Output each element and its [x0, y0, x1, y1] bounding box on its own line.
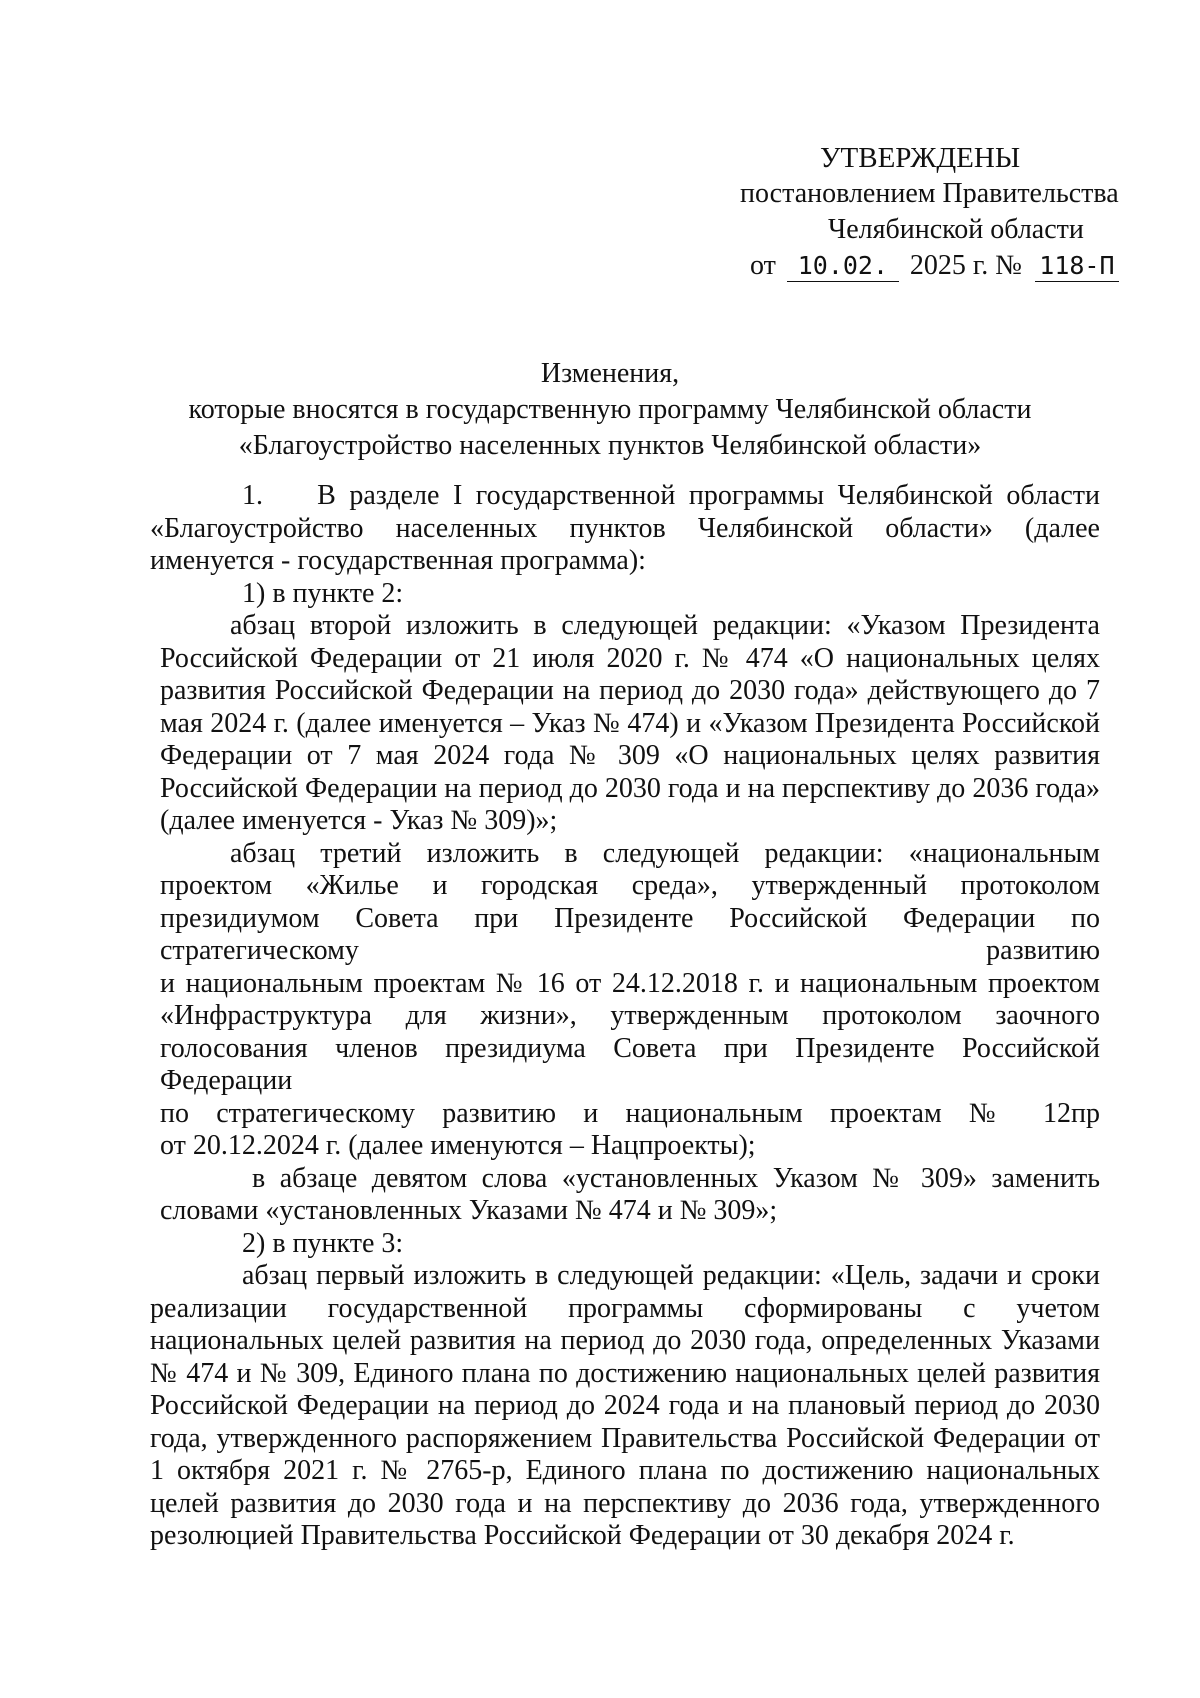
- document-body: [150, 480, 1107, 1553]
- handwritten-date: 10.02.: [787, 251, 899, 282]
- approved-by-line: постановлением Правительства: [740, 178, 1119, 209]
- paragraph-abzac-9: в абзаце девятом слова «установленных Указом № 309» заменить словами «установленных Указами № 474 и № 309»;: [160, 1162, 1100, 1226]
- paragraph-item-2-text: абзац первый изложить в следующей редакции: «Цель, задачи и сроки реализации государственной программы сформированы с учетом национальных целей развития на период до 2030 года, определенных Указами № 474 и № 309, Единого плана по достижению национальных целей развития Российской Федерации на период до 2024 года и на плановый период до 2030 года, утвержденного распоряжением Правительства Российской Федерации от 1 октября 2021 г. № 2765-р, Единого плана по достижению национальных целей развития до 2030 года и на перспективу до 2036 года, утвержденного резолюцией Правительства Российской Федерации от 30 декабря 2024 г.: [150, 1260, 1100, 1551]
- decree-date-line: [740, 248, 1140, 284]
- handwritten-number: 118-П: [1035, 251, 1119, 282]
- approved-heading: УТВЕРЖДЕНЫ: [820, 142, 1021, 174]
- paragraph-abzac-3-part-c: по стратегическому развитию и национальным проектам № 12пр: [160, 1097, 1100, 1129]
- approval-stamp: [740, 140, 1140, 284]
- paragraph-item-2: 2) в пункте 3:: [242, 1227, 404, 1259]
- paragraph-abzac-2: абзац второй изложить в следующей редакции: «Указом Президента Российской Федерации от 21 июля 2020 г. № 474 «О национальных целях развития Российской Федерации на период до 2030 года» действующего до 7 мая 2024 г. (далее именуется – Указ № 474) и «Указом Президента Российской Федерации от 7 мая 2024 года № 309 «О национальных целях развития Российской Федерации на период до 2030 года и на перспективу до 2036 года» (далее именуется - Указ № 309)»;: [160, 610, 1100, 836]
- paragraph-abzac-3-part-d: от 20.12.2024 г. (далее именуются – Нацпроекты);: [160, 1130, 756, 1161]
- region-line: Челябинской области: [828, 214, 1084, 245]
- document-title: [150, 356, 1070, 464]
- title-line-1: Изменения,: [540, 358, 680, 389]
- paragraph-1: 1. В разделе I государственной программы Челябинской области «Благоустройство населенных пунктов Челябинской области» (далее именуется - государственная программа):: [150, 480, 1107, 576]
- title-line-2: которые вносятся в государственную программу Челябинской области: [188, 394, 1032, 425]
- from-prefix: от: [750, 250, 776, 281]
- paragraph-item-1: 1) в пункте 2:: [242, 577, 404, 609]
- title-line-3: «Благоустройство населенных пунктов Челябинской области»: [238, 430, 982, 461]
- paragraph-abzac-3-part-a: абзац третий изложить в следующей редакции: «национальным проектом «Жилье и городская среда», утвержденный протоколом президиумом Совета при Президенте Российской Федерации по стратегическому развитию: [160, 837, 1100, 966]
- paragraph-abzac-3-part-b: и национальным проектам № 16 от 24.12.2018 г. и национальным проектом «Инфраструктура для жизни», утвержденным протоколом заочного голосования членов президиума Совета при Президенте Российской Федерации: [160, 967, 1100, 1096]
- year-number-label: 2025 г. №: [909, 250, 1022, 281]
